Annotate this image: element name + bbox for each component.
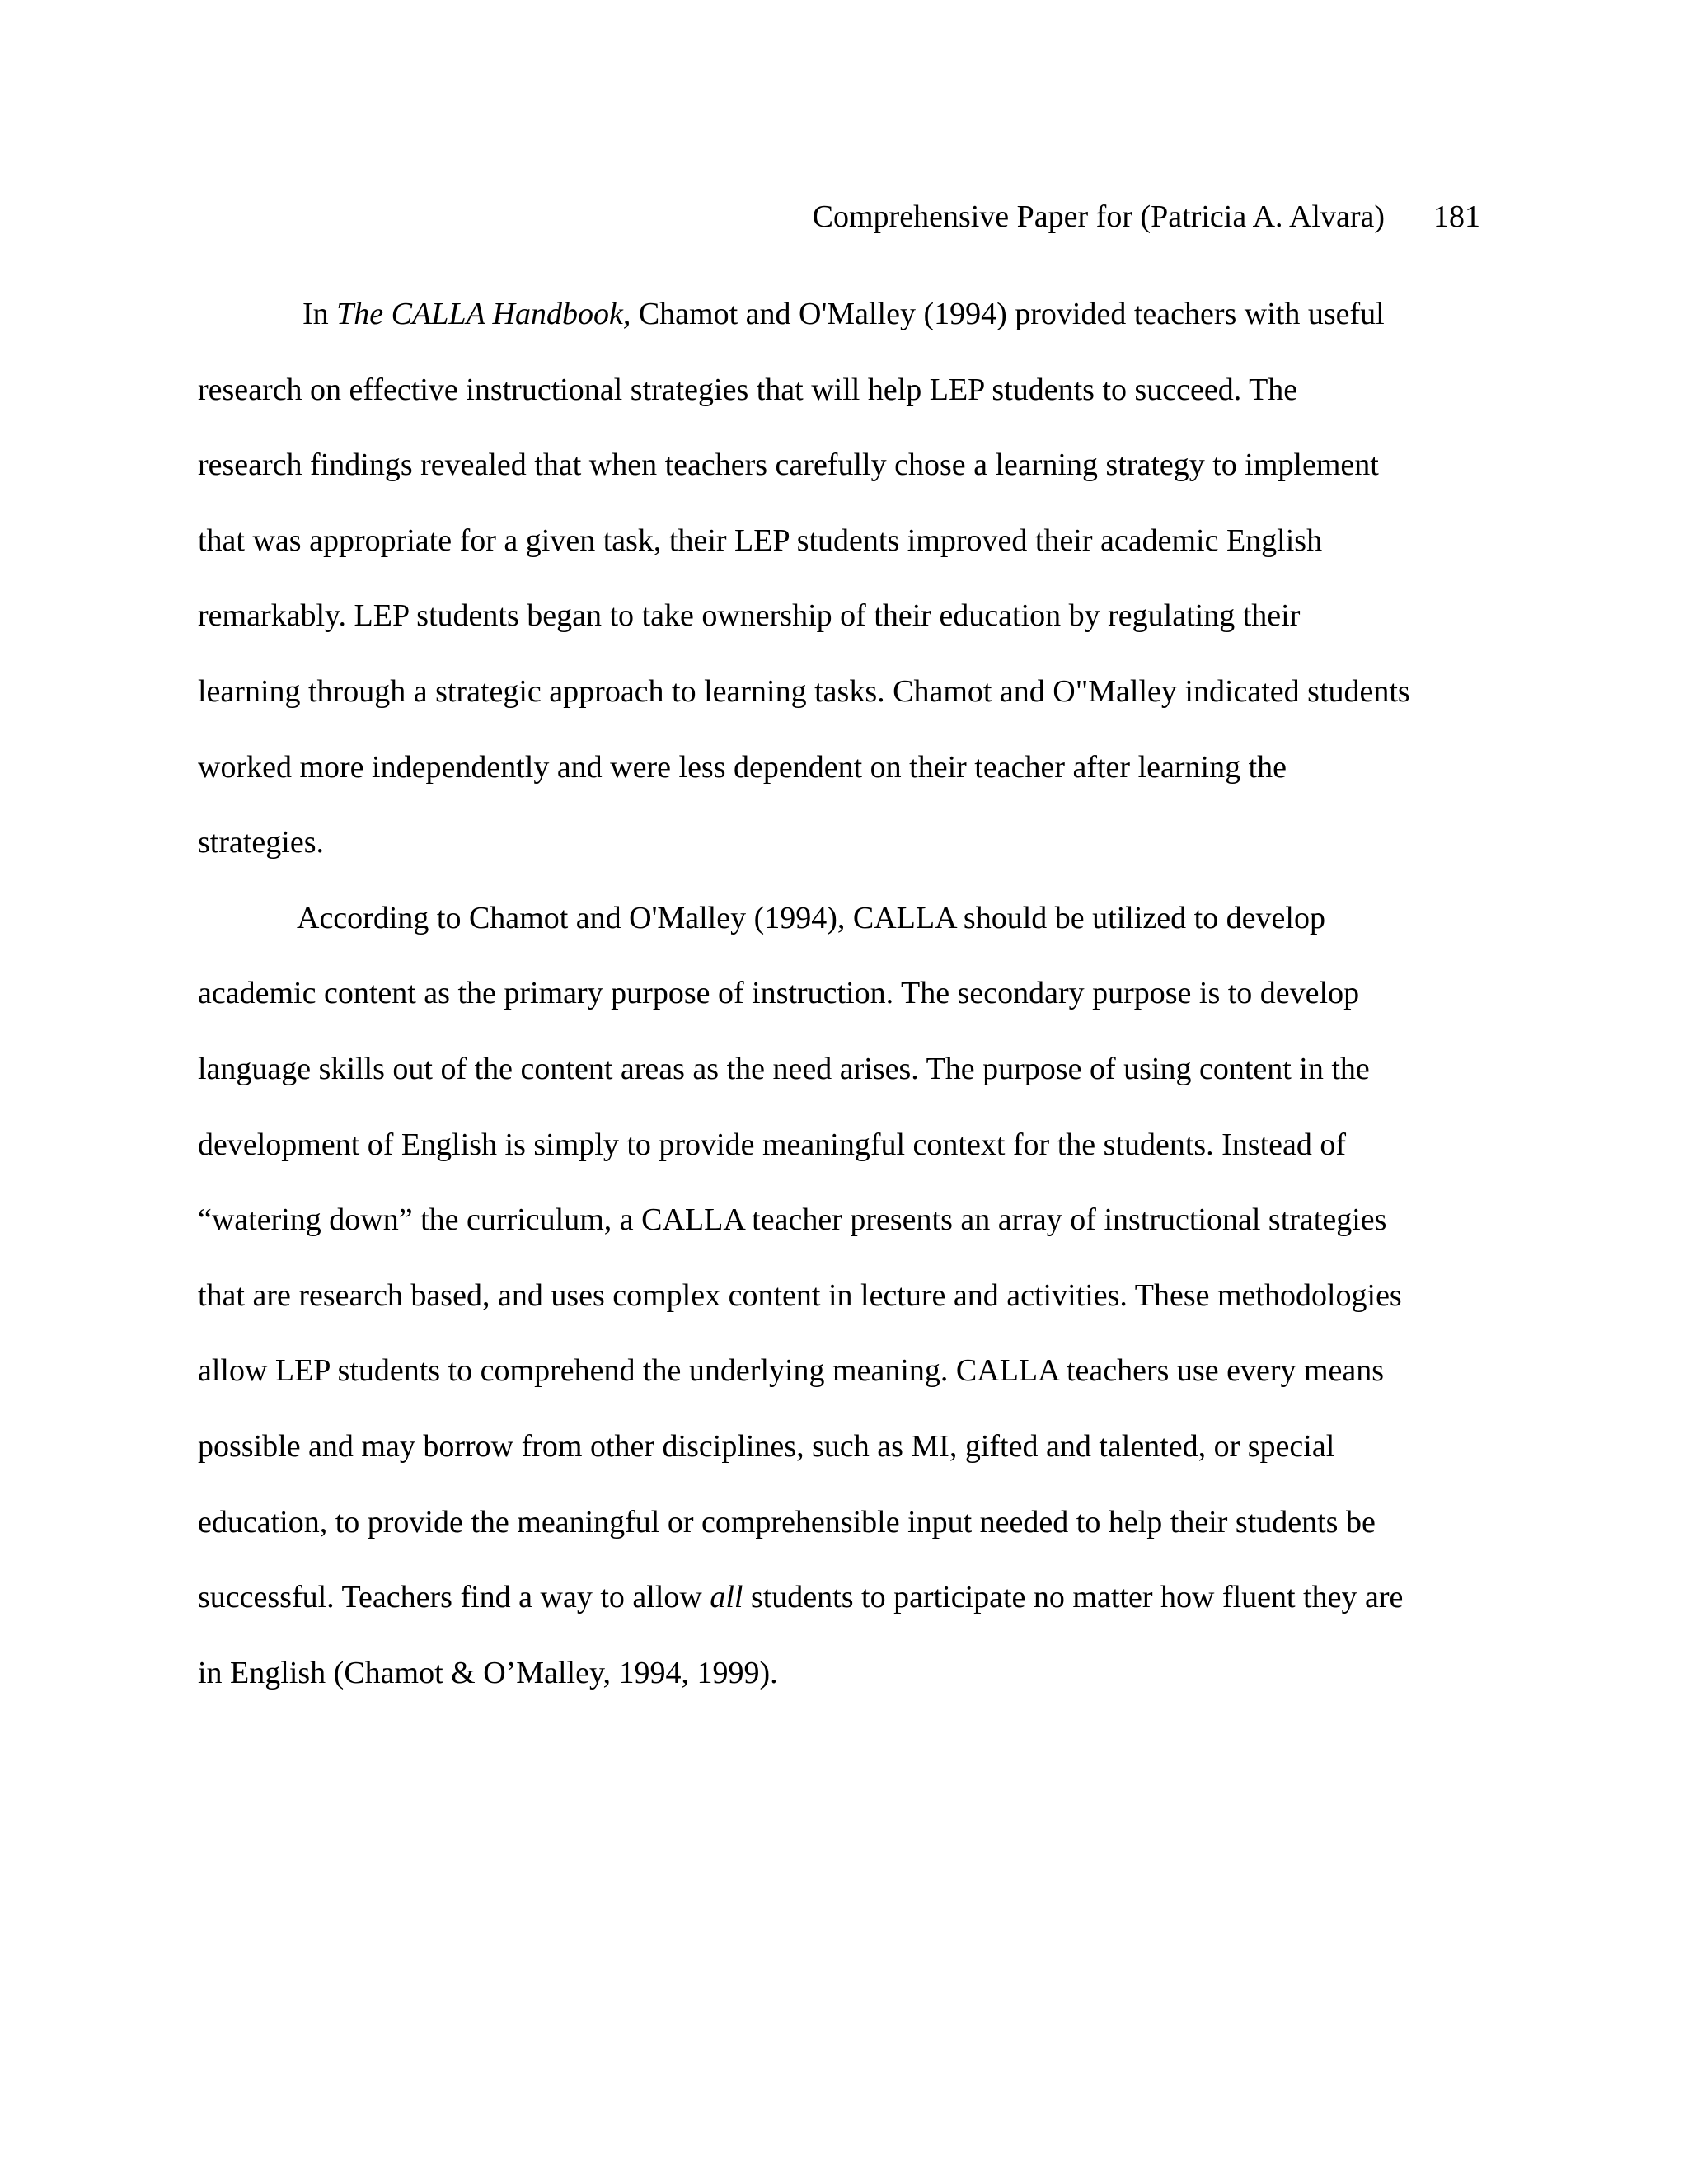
- text-run: “watering down” the curriculum, a CALLA teacher presents an array of instructional strategies: [198, 1202, 1387, 1238]
- text-run: that are research based, and uses complex content in lecture and activities. These methodologies: [198, 1277, 1402, 1313]
- text-line: [198, 898, 1484, 973]
- text-line: [198, 1577, 1484, 1652]
- text-line: [198, 520, 1484, 596]
- text-run: In: [302, 297, 337, 331]
- text-run: education, to provide the meaningful or comprehensible input needed to help their students be: [198, 1504, 1376, 1540]
- text-run: learning through a strategic approach to learning tasks. Chamot and O"Malley indicated students: [198, 673, 1410, 709]
- text-run: strategies.: [198, 825, 325, 860]
- text-line: [198, 972, 1484, 1048]
- text-run: possible and may borrow from other disciplines, such as MI, gifted and talented, or special: [198, 1428, 1335, 1464]
- text-line: [198, 1124, 1484, 1200]
- text-line: [198, 1426, 1484, 1502]
- text-line: [198, 1048, 1484, 1124]
- italic-text: all: [710, 1580, 743, 1615]
- text-line: [198, 1275, 1484, 1351]
- text-run: research findings revealed that when teachers carefully chose a learning strategy to implement: [198, 448, 1379, 483]
- text-line: [198, 1652, 1484, 1728]
- page-number: 181: [1433, 199, 1480, 234]
- paragraph: [198, 898, 1484, 1728]
- text-run: worked more independently and were less dependent on their teacher after learning the: [198, 749, 1287, 785]
- text-run: According to Chamot and O'Malley (1994), CALLA should be utilized to develop: [297, 900, 1325, 935]
- text-run: remarkably. LEP students began to take ownership of their education by regulating their: [198, 598, 1301, 634]
- running-title: Comprehensive Paper for (Patricia A. Alvara): [812, 199, 1385, 234]
- text-line: [198, 1350, 1484, 1426]
- text-run: in English (Chamot & O’Malley, 1994, 1999).: [198, 1655, 778, 1690]
- text-run: that was appropriate for a given task, their LEP students improved their academic English: [198, 523, 1323, 558]
- paragraph: [198, 293, 1484, 898]
- text-line: [198, 369, 1484, 445]
- text-run: successful. Teachers find a way to allow: [198, 1580, 710, 1615]
- text-line: [198, 822, 1484, 898]
- text-run: students to participate no matter how fluent they are: [743, 1580, 1404, 1615]
- italic-text: The CALLA Handbook,: [336, 297, 631, 331]
- text-run: allow LEP students to comprehend the underlying meaning. CALLA teachers use every means: [198, 1353, 1385, 1389]
- text-run: academic content as the primary purpose of instruction. The secondary purpose is to develop: [198, 976, 1360, 1011]
- body-text: [198, 293, 1484, 1727]
- text-run: research on effective instructional strategies that will help LEP students to succeed. The: [198, 372, 1298, 407]
- text-line: [198, 1199, 1484, 1275]
- text-line: [198, 747, 1484, 823]
- running-header: [198, 196, 1480, 237]
- text-run: development of English is simply to provide meaningful context for the students. Instead of: [198, 1127, 1347, 1162]
- text-line: [198, 1502, 1484, 1577]
- text-line: [198, 595, 1484, 671]
- text-run: Chamot and O'Malley (1994) provided teachers with useful: [631, 297, 1385, 331]
- text-run: language skills out of the content areas as the need arises. The purpose of using content in the: [198, 1051, 1370, 1086]
- text-line: [198, 293, 1484, 369]
- text-line: [198, 444, 1484, 520]
- text-line: [198, 671, 1484, 747]
